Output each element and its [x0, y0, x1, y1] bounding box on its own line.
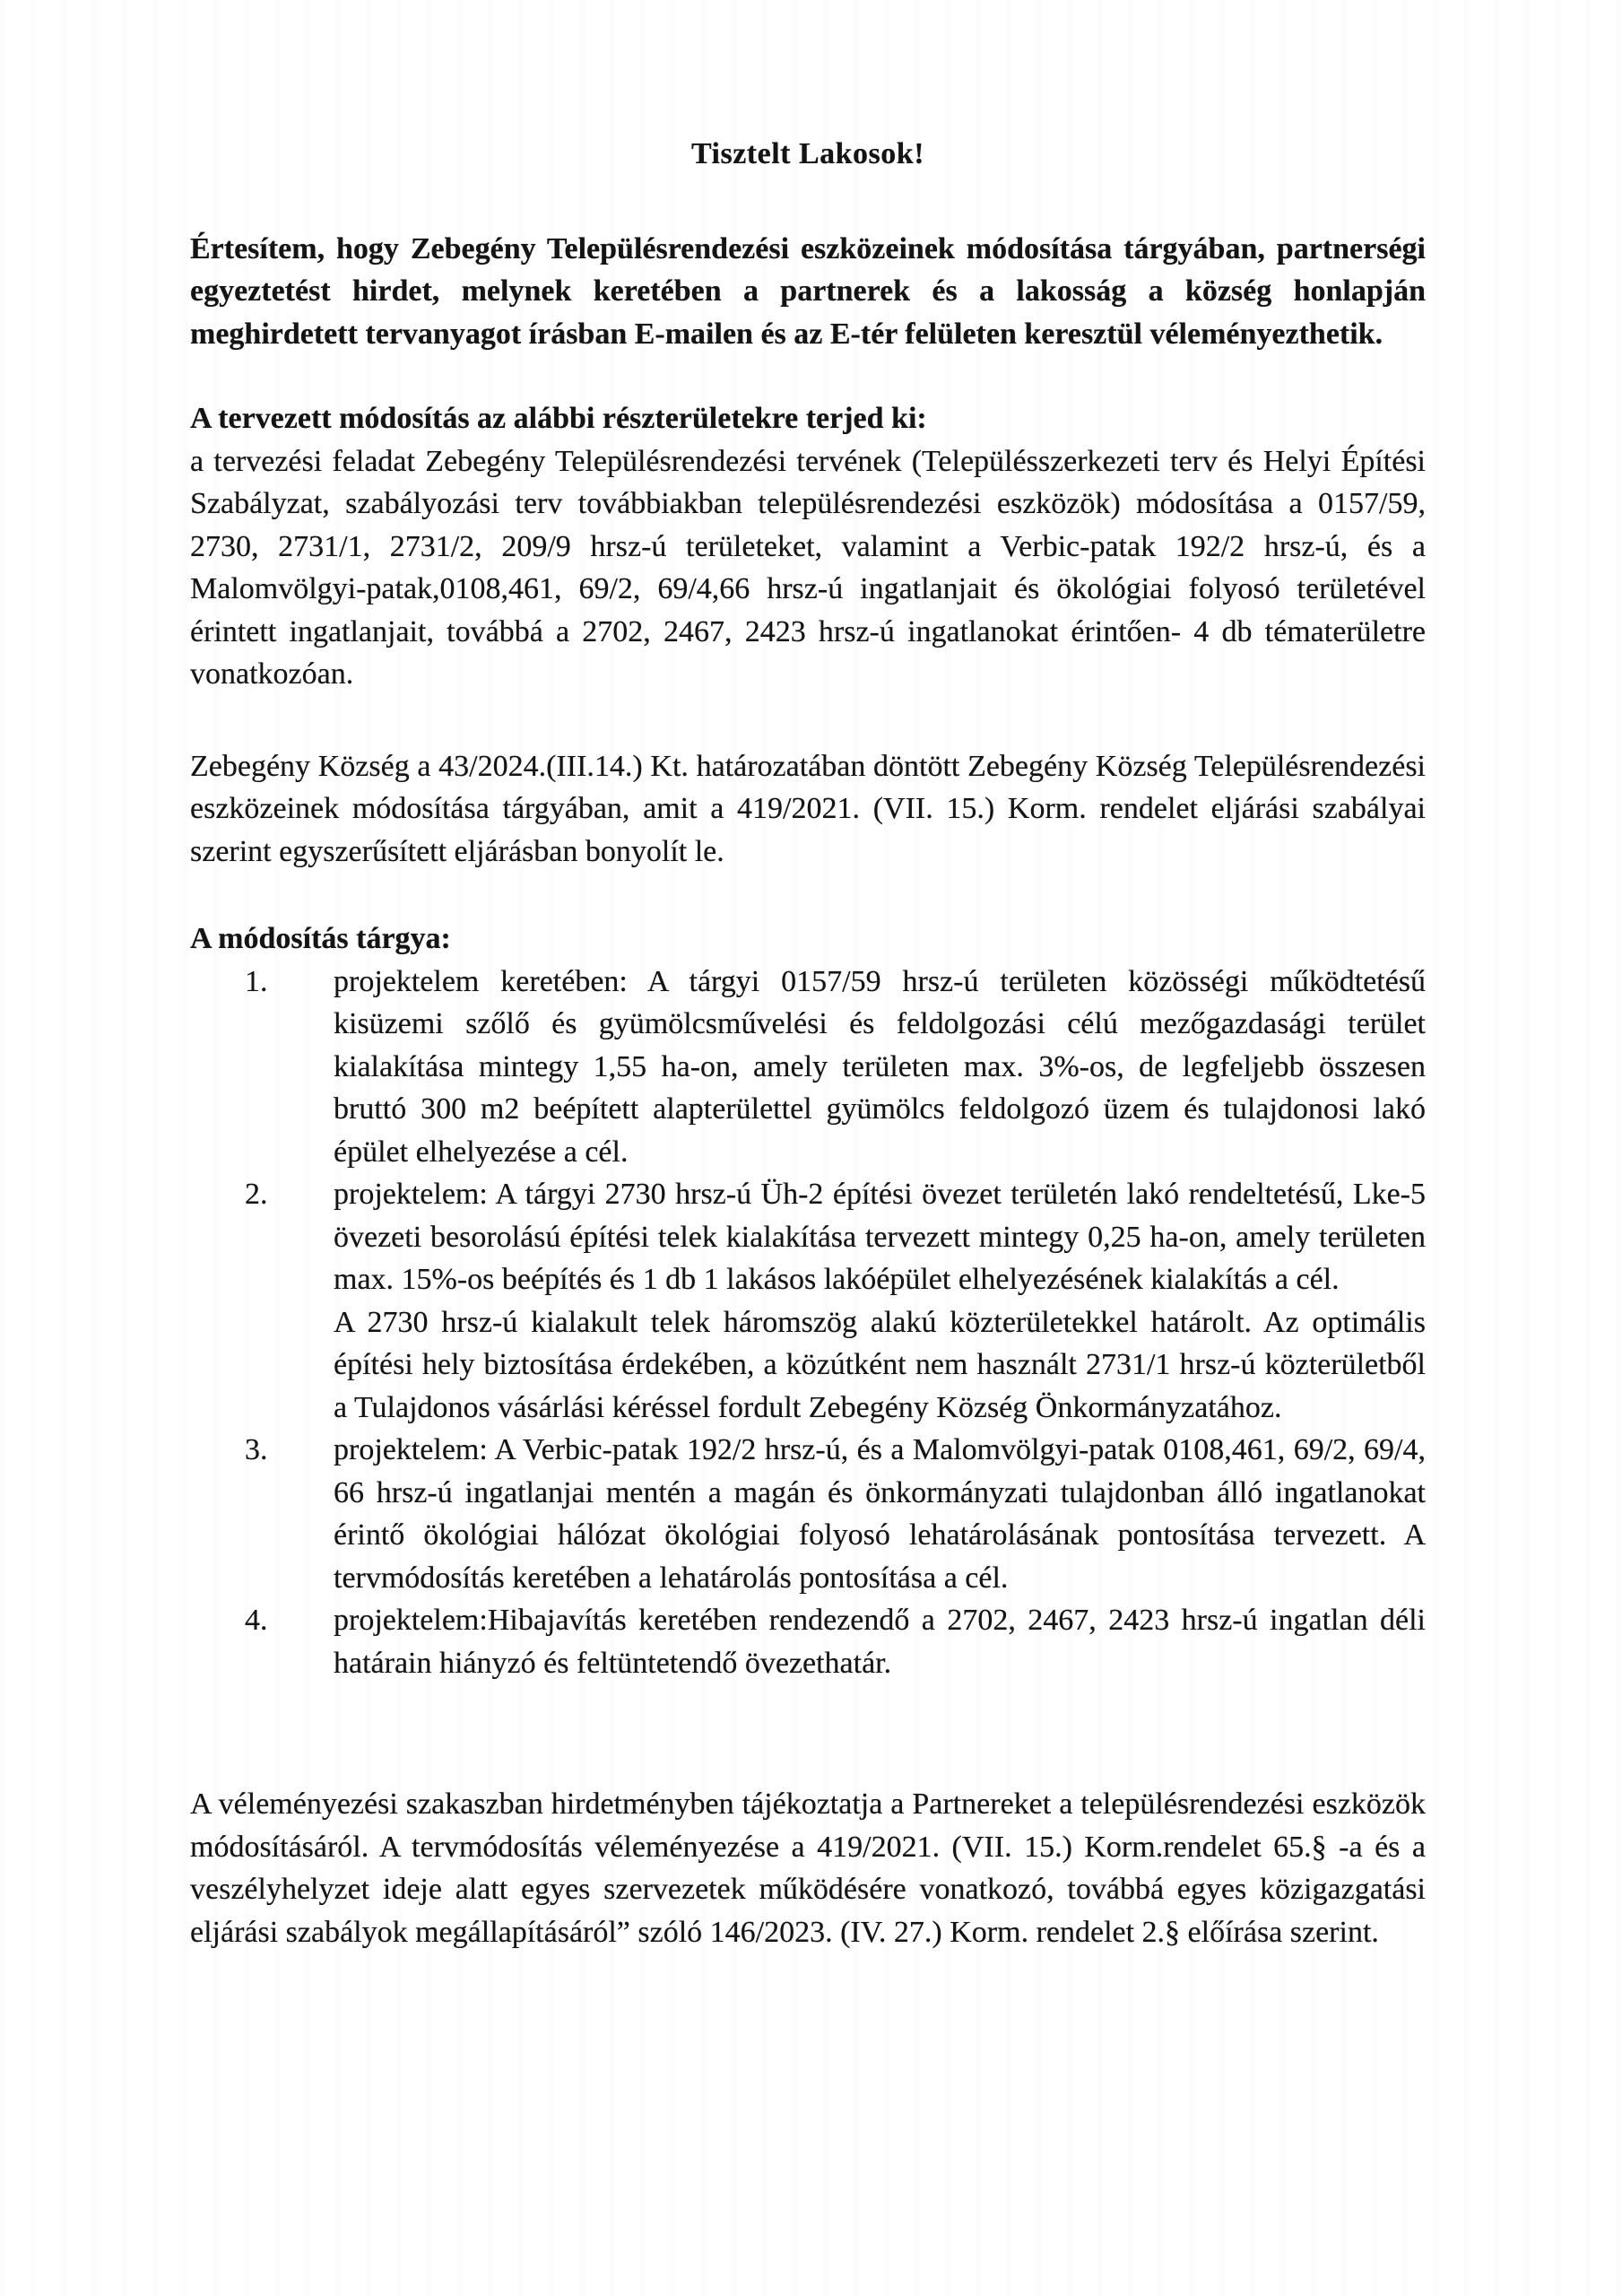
document-title: Tisztelt Lakosok! [690, 137, 925, 170]
decision-paragraph: Zebegény Község a 43/2024.(III.14.) Kt. határozatában döntött Zebegény Község Településrendezési eszközeinek módosítása tárgyában, amit a 419/2021. (VII. 15.) Korm. rendelet eljárási szabályai szerint egyszerűsített eljárásban bonyolít le. [190, 749, 1426, 868]
list-item-text: projektelem:Hibajavítás keretében rendezendő a 2702, 2467, 2423 hrsz-ú ingatlan déli határain hiányzó és feltüntetendő övezethatár. [334, 1604, 1426, 1680]
subject-heading: A módosítás tárgya: [190, 922, 451, 955]
modification-list [190, 961, 1426, 1685]
list-item-1 [190, 961, 1426, 1174]
list-item-3 [190, 1429, 1426, 1599]
list-item-number: 3. [245, 1433, 268, 1466]
list-item-text: projektelem: A Verbic-patak 192/2 hrsz-ú, és a Malomvölgyi-patak 0108,461, 69/2, 69/4, 66 hrsz-ú ingatlanjai mentén a magán és önkormányzati tulajdonban álló ingatlanokat érintő ökológiai hálózat ökológiai folyosó lehatárolásának pontosítása tervezett. A tervmódosítás keretében a lehatárolás pontosítása a cél. [334, 1433, 1426, 1595]
list-item-text: projektelem: A tárgyi 2730 hrsz-ú Üh-2 építési övezet területén lakó rendeltetésű, Lke-5 övezeti besorolású építési telek kialakítása tervezett mintegy 0,25 ha-on, amely területen max. 15%-os beépítés és 1 db 1 lakásos lakóépület elhelyezésének kialakítás a cél. [334, 1178, 1426, 1296]
list-item-text-continued: A 2730 hrsz-ú kialakult telek háromszög alakú közterületekkel határolt. Az optimális építési hely biztosítása érdekében, a közútként nem használt 2731/1 hrsz-ú közterületből a Tulajdonos vásárlási kéréssel fordult Zebegény Község Önkormányzatához. [334, 1305, 1426, 1424]
list-item-text: projektelem keretében: A tárgyi 0157/59 hrsz-ú területen közösségi működtetésű kisüzemi szőlő és gyümölcsművelési és feldolgozási célú mezőgazdasági terület kialakítása mintegy 1,55 ha-on, amely területen max. 3%-os, de legfeljebb összesen bruttó 300 m2 beépített alapterülettel gyümölcs feldolgozó üzem és tulajdonosi lakó épület elhelyezése a cél. [334, 964, 1426, 1169]
scope-heading: A tervezett módosítás az alábbi részterületekre terjed ki: [190, 402, 927, 435]
intro-paragraph: Értesítem, hogy Zebegény Településrendezési eszközeinek módosítása tárgyában, partnerségi egyeztetést hirdet, melynek keretében a partnerek és a lakosság a község honlapján meghirdetett tervanyagot írásban E-mailen és az E-tér felületen keresztül véleményezthetik. [190, 231, 1426, 351]
list-item-number: 4. [245, 1604, 268, 1637]
scope-body: a tervezési feladat Zebegény Településrendezési tervének (Településszerkezeti terv és Helyi Építési Szabályzat, szabályozási terv továbbiakban településrendezési eszközök) módosítása a 0157/59, 2730, 2731/1, 2731/2, 209/9 hrsz-ú területeket, valamint a Verbic-patak 192/2 hrsz-ú, és a Malomvölgyi-patak,0108,461, 69/2, 69/4,66 hrsz-ú ingatlanjait és ökológiai folyosó területével érintett ingatlanjait, továbbá a 2702, 2467, 2423 hrsz-ú ingatlanokat érintően- 4 db tématerületre vonatkozóan. [190, 444, 1426, 691]
list-item-number: 2. [245, 1178, 268, 1211]
closing-paragraph: A véleményezési szakaszban hirdetményben tájékoztatja a Partnereket a településrendezési eszközök módosításáról. A tervmódosítás véleményezése a 419/2021. (VII. 15.) Korm.rendelet 65.§ -a és a veszélyhelyzet ideje alatt egyes szervezetek működésére vonatkozó, továbbá egyes közigazgatási eljárási szabályok megállapításáról” szóló 146/2023. (IV. 27.) Korm. rendelet 2.§ előírása szerint. [190, 1787, 1426, 1949]
list-item-4 [190, 1599, 1426, 1684]
scope-section [190, 397, 1426, 696]
list-item-2 [190, 1173, 1426, 1429]
list-item-number: 1. [245, 964, 268, 998]
